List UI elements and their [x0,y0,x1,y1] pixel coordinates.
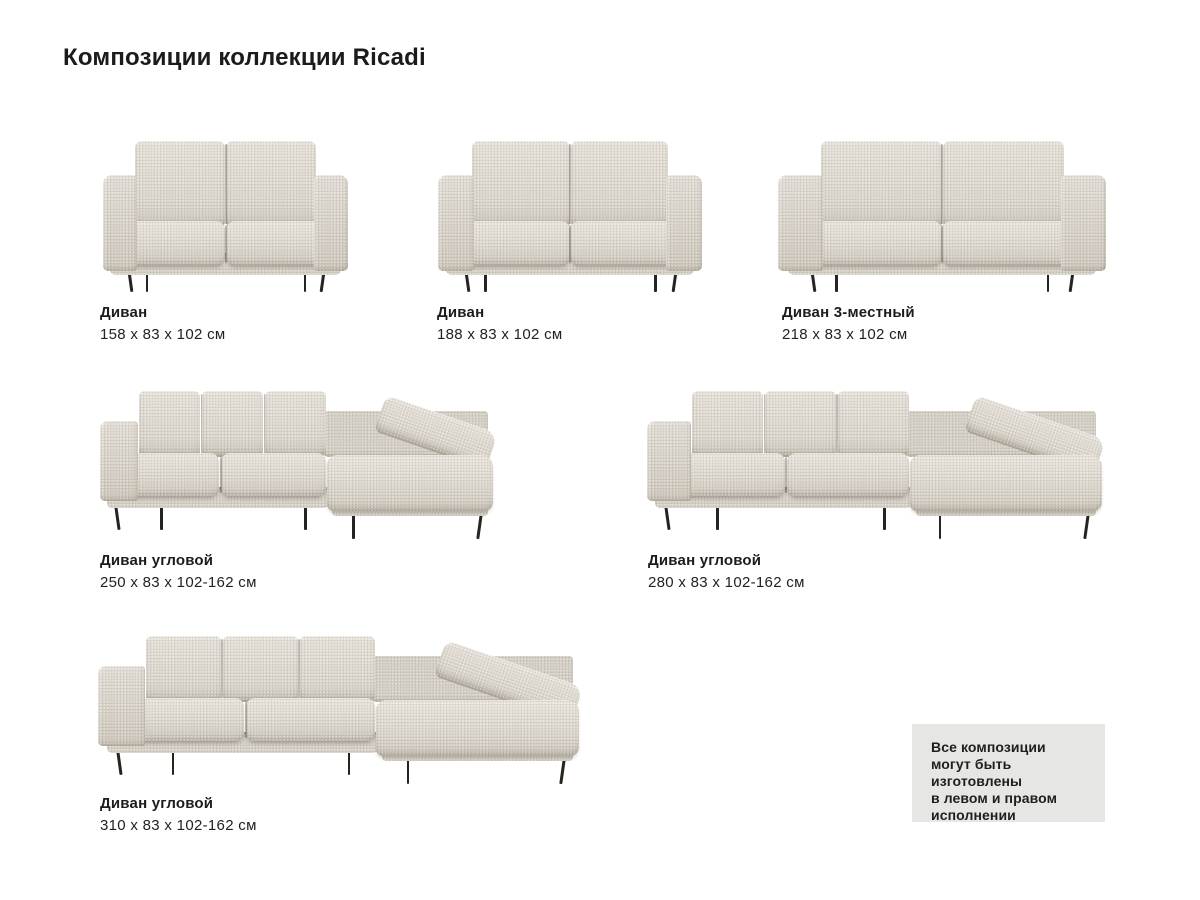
product-card [100,385,500,594]
sofa-part [246,698,375,742]
product-dimensions: 280 x 83 x 102-162 см [648,574,805,591]
product-name: Диван угловой [100,795,214,812]
sofa-leg [484,272,487,292]
sofa-part [821,141,942,227]
sofa-part [300,636,375,702]
sofa-illustration-158 [103,141,348,293]
note-line: исполнении [931,807,1016,823]
sofa-part [139,391,200,457]
product-label [782,302,1106,346]
sofa-part [836,394,838,454]
sofa-leg [116,752,122,775]
product-name: Диван угловой [648,552,762,569]
sofa-part [225,144,227,224]
sofa-leg [1047,272,1050,292]
product-card [437,141,702,346]
note-line: в левом и правом [931,790,1058,806]
note-box [912,724,1105,822]
sofa-part [221,639,223,699]
sofa-part [265,391,326,457]
sofa-part [457,221,569,266]
sofa-part [223,636,298,702]
sofa-part [778,175,823,271]
sofa-part [438,175,474,271]
sofa-part [202,391,263,457]
sofa-part [569,225,571,263]
product-dimensions: 218 x 83 x 102 см [782,326,908,343]
sofa-part [941,144,943,224]
product-label [648,550,1110,594]
product-card [648,385,1110,594]
sofa-part [264,394,266,454]
sofa-leg [304,507,307,530]
sofa-leg [407,759,410,784]
product-dimensions: 158 x 83 x 102 см [100,326,226,343]
product-label [100,302,348,346]
product-card [100,141,348,346]
sofa-leg [664,507,670,530]
sofa-part [146,636,221,702]
product-card [100,630,588,837]
note-line: Все композиции [931,739,1046,755]
sofa-part [787,453,909,497]
sofa-leg [654,272,657,292]
sofa-part [245,702,247,738]
note-line: могут быть изготовлены [931,756,1023,789]
sofa-leg [1083,514,1089,539]
sofa-leg [160,507,163,530]
sofa-leg [939,514,942,539]
sofa-part [376,700,579,756]
product-name: Диван угловой [100,552,214,569]
product-label [437,302,702,346]
sofa-part [1061,175,1106,271]
sofa-leg [835,272,838,292]
sofa-part [569,144,571,224]
sofa-part [647,421,691,501]
product-label [100,550,500,594]
sofa-leg [172,752,175,775]
product-dimensions: 250 x 83 x 102-162 см [100,574,257,591]
sofa-illustration-250-corner [100,385,500,541]
sofa-leg [352,514,355,539]
sofa-part [941,225,943,263]
sofa-part [472,141,569,227]
product-dimensions: 188 x 83 x 102 см [437,326,563,343]
sofa-part [765,391,836,457]
sofa-leg [716,507,719,530]
sofa-leg [146,272,149,292]
sofa-illustration-310-corner [98,630,588,786]
sofa-leg [476,514,482,539]
sofa-part [314,175,348,271]
sofa-part [103,175,137,271]
sofa-illustration-218 [778,141,1106,293]
sofa-part [226,141,316,227]
product-name: Диван [100,304,148,321]
sofa-part [571,141,668,227]
sofa-part [666,175,702,271]
product-label [100,793,588,837]
sofa-illustration-188 [438,141,702,293]
sofa-leg [348,752,351,775]
sofa-leg [559,759,565,784]
sofa-leg [883,507,886,530]
sofa-part [692,391,763,457]
sofa-part [838,391,909,457]
sofa-part [100,421,138,501]
sofa-part [225,225,227,263]
product-name: Диван 3-местный [782,304,915,321]
sofa-part [221,453,327,497]
sofa-part [327,455,493,511]
sofa-part [910,455,1102,511]
sofa-part [943,141,1063,227]
page-title: Композиции коллекции Ricadi [63,44,426,71]
product-card [782,141,1106,346]
sofa-part [98,666,145,746]
sofa-illustration-280-corner [647,385,1110,541]
sofa-part [220,457,222,493]
sofa-part [135,141,225,227]
sofa-leg [114,507,120,530]
product-name: Диван [437,304,485,321]
product-dimensions: 310 x 83 x 102-162 см [100,817,257,834]
sofa-leg [304,272,307,292]
sofa-part [298,639,300,699]
